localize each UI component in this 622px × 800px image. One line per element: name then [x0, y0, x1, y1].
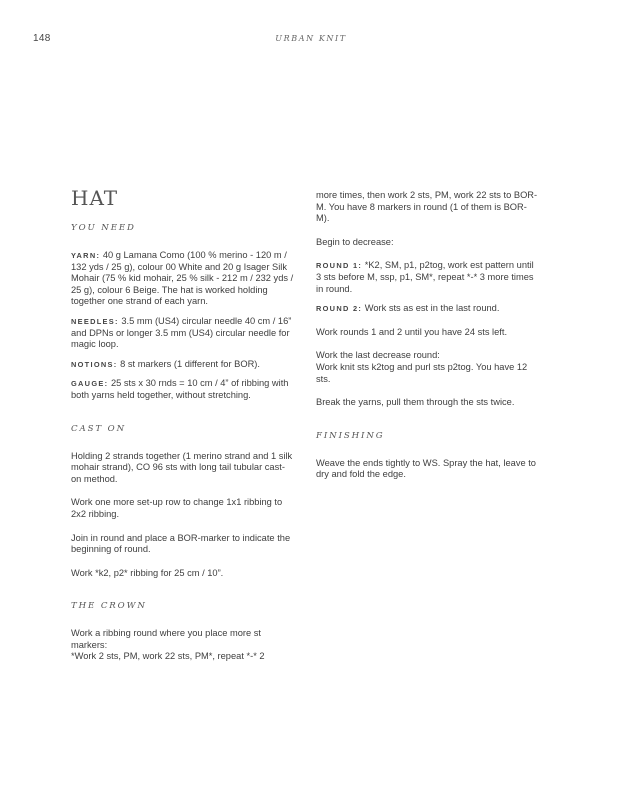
cast-on-paragraph: Join in round and place a BOR-marker to indicate the beginning of round.: [71, 532, 291, 555]
repeat-rounds: Work rounds 1 and 2 until you have 24 sts left.: [316, 326, 508, 337]
gauge-entry: [71, 378, 295, 401]
notions-entry: [71, 359, 295, 371]
notions-label: NOTIONS:: [71, 359, 118, 369]
yarn-text: 40 g Lamana Como (100 % merino - 120 m / 132 yds / 25 g), colour 00 White and 20 g Isager Silk Mohair (75 % kid mohair, 25 % silk - 212 m / 232 yds / 25 g), colour 6 Beige. The hat is worked holding together one strand of each yarn.: [71, 250, 294, 307]
left-column: [71, 187, 295, 671]
cast-on-heading: CAST ON: [71, 423, 126, 434]
needles-text: 3.5 mm (US4) circular needle 40 cm / 16” and DPNs or longer 3.5 mm (US4) circular needle for magic loop.: [71, 315, 292, 350]
break-yarns: Break the yarns, pull them through the sts twice.: [316, 397, 515, 408]
last-decrease-text: Work knit sts k2tog and purl sts p2tog. You have 12 sts.: [316, 361, 528, 384]
round-2-text: Work sts as est in the last round.: [364, 303, 500, 314]
yarn-label: YARN:: [71, 251, 101, 260]
round-2-entry: [316, 303, 540, 315]
notions-text: 8 st markers (1 different for BOR).: [120, 358, 260, 369]
crown-continued: more times, then work 2 sts, PM, work 22 sts to BOR-M. You have 8 markers in round (1 of them is BOR-M).: [316, 190, 538, 224]
page-title: HAT: [71, 186, 119, 210]
round-1-text: *K2, SM, p1, p2tog, work est pattern until 3 sts before M, ssp, p1, SM*, repeat *-* 3 more times in round.: [316, 260, 534, 294]
needles-entry: [71, 316, 295, 351]
last-decrease-intro: Work the last decrease round:: [316, 350, 440, 361]
page-number: 148: [33, 33, 51, 44]
round-1-entry: [316, 260, 540, 295]
crown-intro: Work a ribbing round where you place more st markers:: [71, 628, 261, 650]
needles-label: NEEDLES:: [71, 316, 119, 326]
gauge-text: 25 sts x 30 rnds = 10 cm / 4” of ribbing with both yarns held together, without stretching.: [71, 378, 289, 400]
round-1-label: ROUND 1:: [316, 261, 363, 271]
cast-on-paragraph: Work one more set-up row to change 1x1 ribbing to 2x2 ribbing.: [71, 497, 283, 519]
crown-repeat-start: *Work 2 sts, PM, work 22 sts, PM*, repeat *-* 2: [71, 651, 265, 662]
right-column: [316, 190, 540, 489]
begin-decrease: Begin to decrease:: [316, 236, 394, 247]
running-title: URBAN KNIT: [275, 34, 347, 43]
cast-on-paragraph: Holding 2 strands together (1 merino strand and 1 silk mohair strand), CO 96 sts with long tail tubular cast-on method.: [71, 450, 293, 484]
gauge-label: GAUGE:: [71, 379, 109, 389]
you-need-heading: YOU NEED: [71, 223, 136, 233]
yarn-entry: [71, 250, 295, 308]
finishing-text: Weave the ends tightly to WS. Spray the hat, leave to dry and fold the edge.: [316, 457, 536, 480]
finishing-heading: FINISHING: [316, 430, 385, 441]
crown-heading: THE CROWN: [71, 601, 147, 612]
round-2-label: ROUND 2:: [316, 304, 363, 314]
cast-on-paragraph: Work *k2, p2* ribbing for 25 cm / 10”.: [71, 567, 224, 578]
